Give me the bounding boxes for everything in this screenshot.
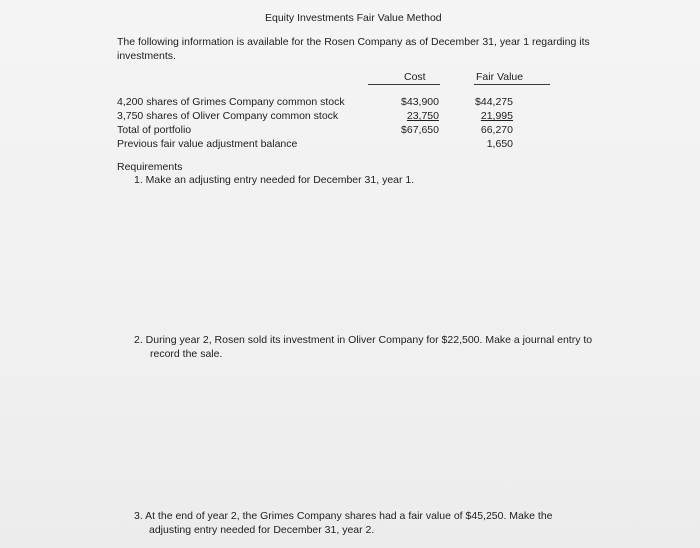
table-row-fair-value: 21,995 [480, 110, 513, 122]
requirement-2-line-1: 2. During year 2, Rosen sold its investment in Oliver Company for $22,500. Make a journal entry to [134, 334, 593, 346]
requirement-3-line-1: 3. At the end of year 2, the Grimes Company shares had a fair value of $45,250. Make the [134, 510, 553, 522]
table-row-fair-value: 1,650 [486, 138, 513, 150]
intro-text [117, 35, 590, 63]
table-row-label: 4,200 shares of Grimes Company common stock [117, 96, 345, 108]
table-row-label: 3,750 shares of Oliver Company common stock [117, 110, 339, 122]
table-row-fair-value: $44,275 [475, 96, 513, 108]
table-row-cost: $67,650 [401, 124, 439, 136]
cost-column-header: Cost [404, 71, 426, 83]
table-row-label: Previous fair value adjustment balance [117, 138, 298, 150]
intro-line-1: The following information is available for the Rosen Company as of December 31, year 1 regarding its [117, 36, 590, 48]
requirement-2 [134, 333, 592, 361]
table-row-label: Total of portfolio [117, 124, 192, 136]
fair-value-column-header: Fair Value [476, 71, 524, 83]
requirement-3 [134, 509, 553, 537]
requirement-1: 1. Make an adjusting entry needed for December 31, year 1. [134, 174, 415, 186]
intro-line-2: investments. [117, 50, 176, 62]
table-row-cost: 23,750 [406, 110, 439, 122]
table-row-fair-value: 66,270 [480, 124, 513, 136]
cost-header-rule [368, 84, 440, 85]
page-title: Equity Investments Fair Value Method [265, 12, 442, 24]
requirements-heading: Requirements [117, 161, 183, 173]
fair-value-header-rule [474, 84, 550, 85]
requirement-2-line-2: record the sale. [150, 348, 223, 360]
requirement-3-line-2: adjusting entry needed for December 31, year 2. [149, 524, 375, 536]
table-row-cost: $43,900 [401, 96, 439, 108]
